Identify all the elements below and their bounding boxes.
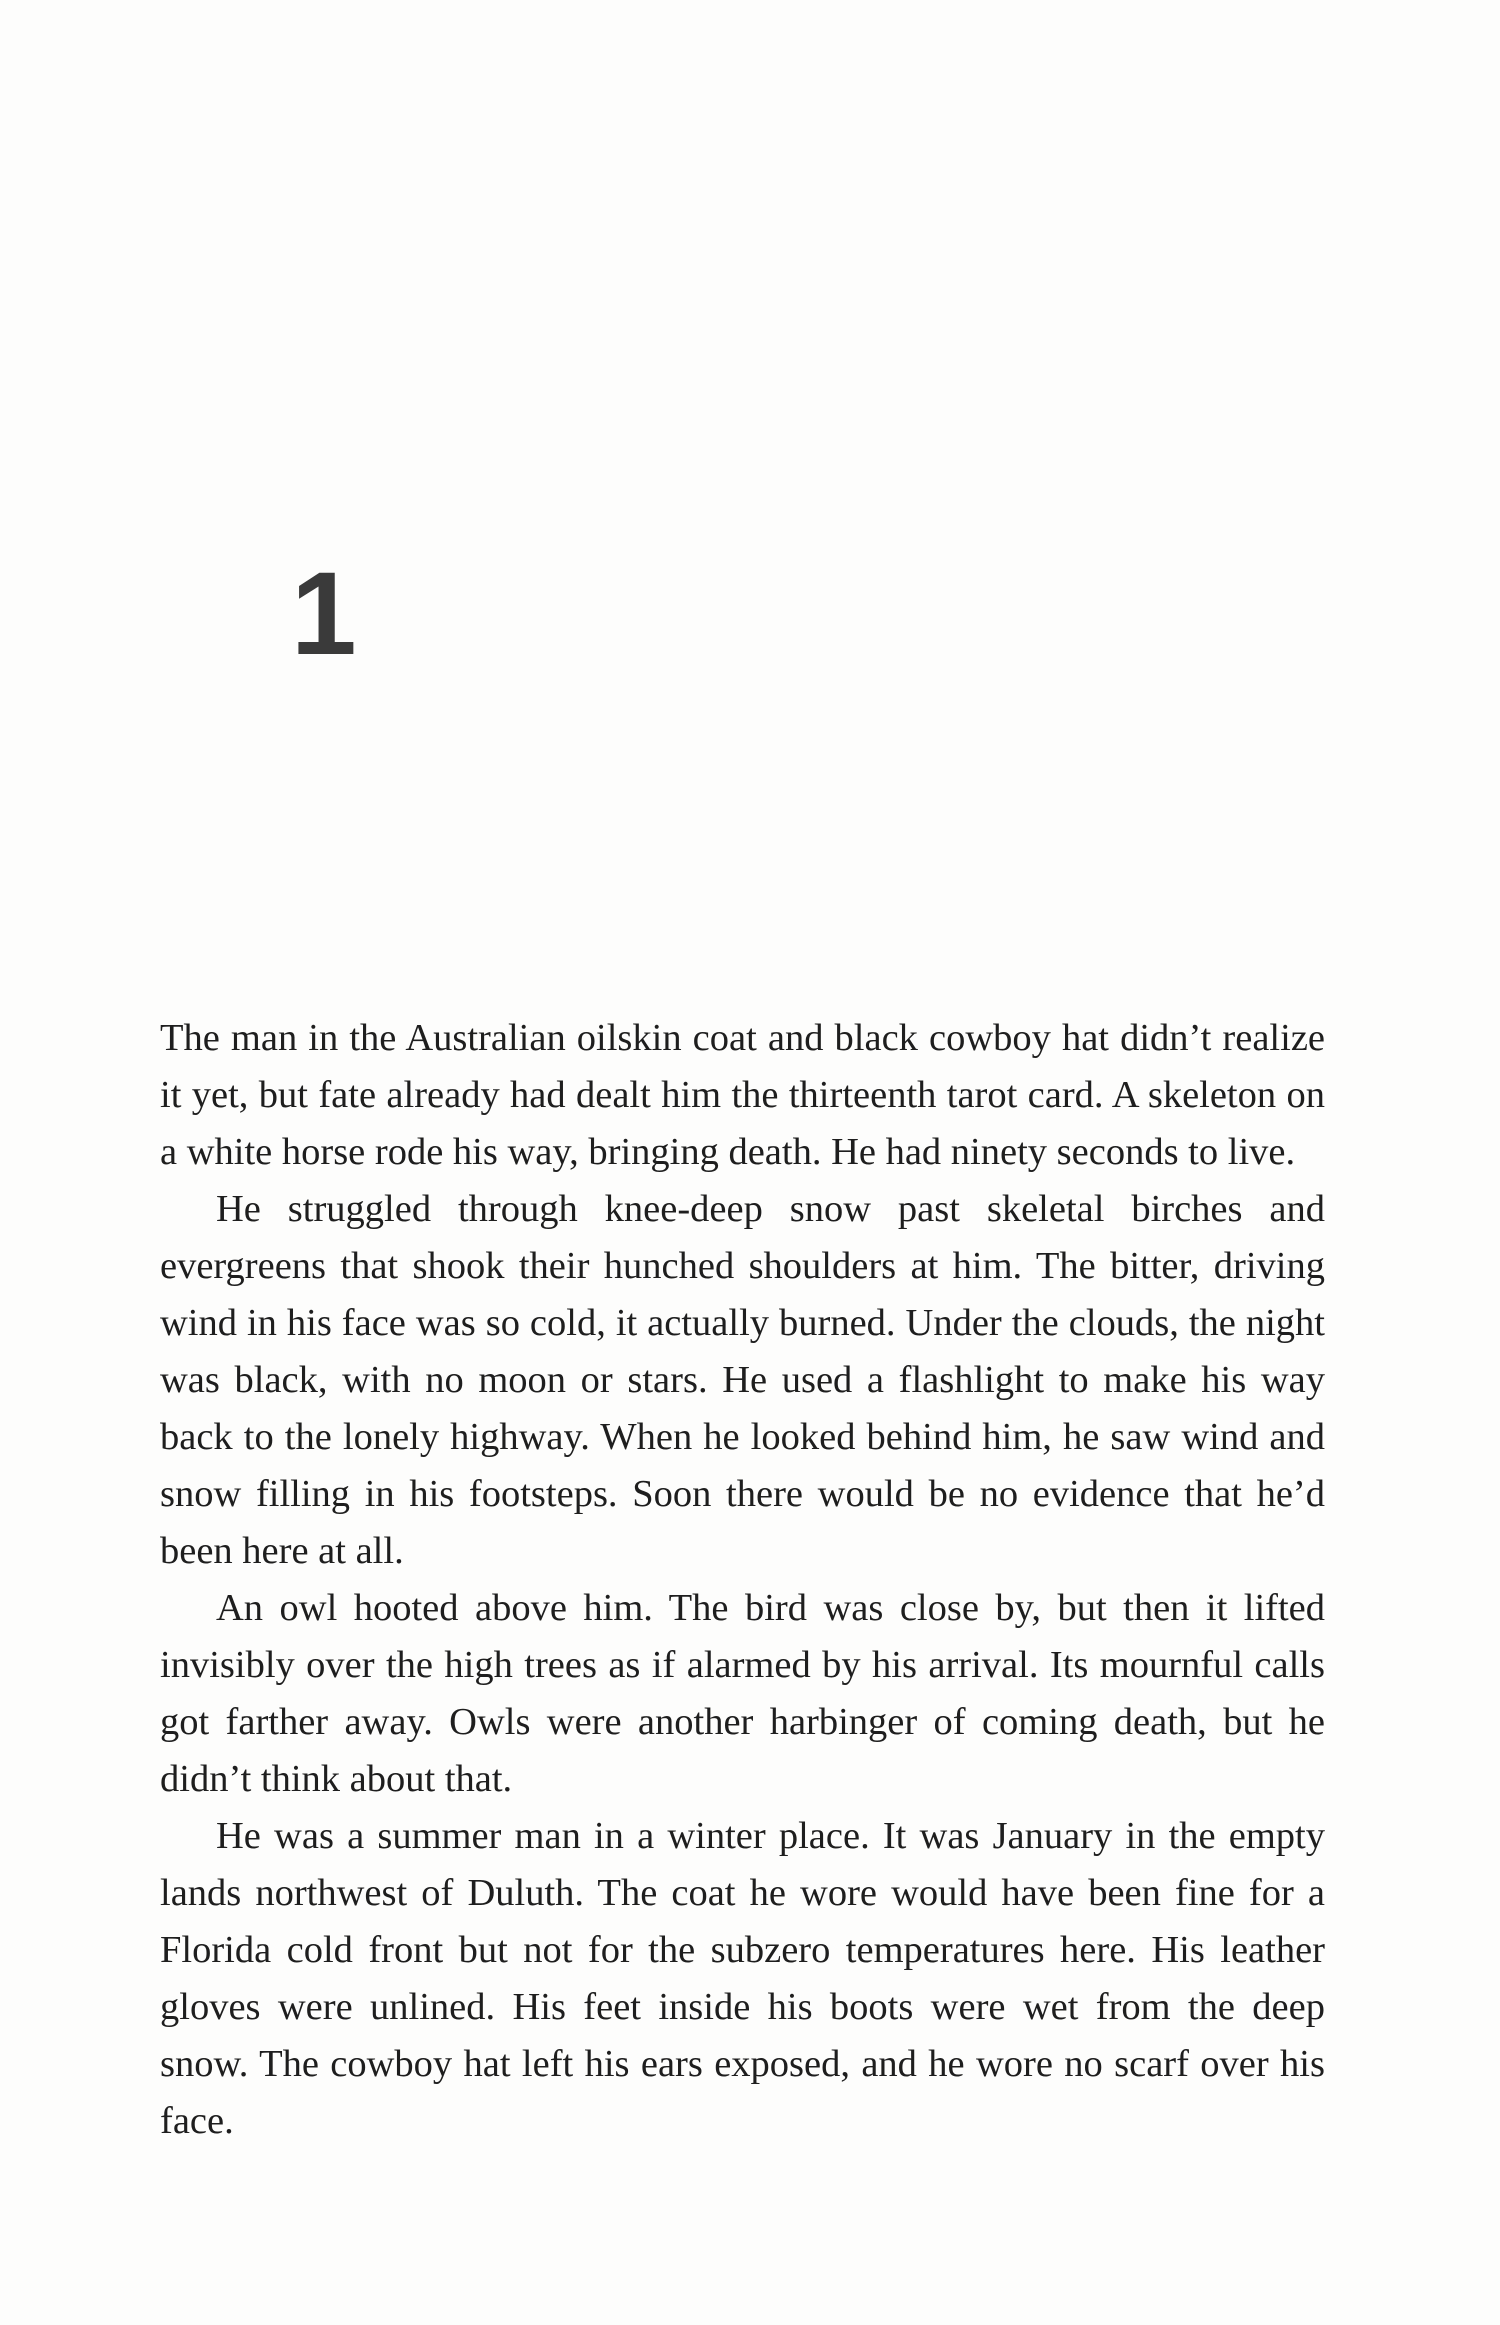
chapter-body [160,1010,1325,2150]
paragraph: He was a summer man in a winter place. It was January in the empty lands northwest of Duluth. The coat he wore would have been fine for a Florida cold front but not for the subzero temperatures here. His leather gloves were unlined. His feet inside his boots were wet from the deep snow. The cowboy hat left his ears exposed, and he wore no scarf over his face. [160,1815,1325,2142]
paragraph: The man in the Australian oilskin coat and black cowboy hat didn’t realize it yet, but fate already had dealt him the thirteenth tarot card. A skeleton on a white horse rode his way, bringing death. He had ninety seconds to live. [160,1017,1325,1173]
paragraph: He struggled through knee-deep snow past skeletal birches and evergreens that shook their hunched shoulders at him. The bitter, driving wind in his face was so cold, it actually burned. Under the clouds, the night was black, with no moon or stars. He used a flashlight to make his way back to the lonely highway. When he looked behind him, he saw wind and snow filling in his footsteps. Soon there would be no evidence that he’d been here at all. [160,1188,1325,1572]
paragraph: An owl hooted above him. The bird was close by, but then it lifted invisibly over the high trees as if alarmed by his arrival. Its mournful calls got farther away. Owls were another harbinger of coming death, but he didn’t think about that. [160,1587,1325,1800]
chapter-number: 1 [291,548,357,680]
